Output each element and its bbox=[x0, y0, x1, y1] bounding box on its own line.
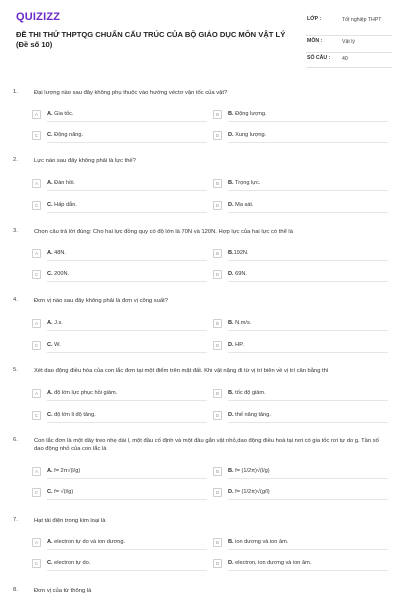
option-c[interactable] bbox=[32, 559, 202, 572]
option-letter-box: C bbox=[32, 270, 41, 279]
option-b[interactable] bbox=[213, 319, 383, 332]
answer-line bbox=[47, 281, 207, 282]
option-label: C. f= √(l/g) bbox=[47, 489, 74, 495]
option-letter-box: C bbox=[32, 201, 41, 210]
class-value: Tốt nghiệp THPT bbox=[342, 17, 382, 23]
option-label: D. electron, ion dương và ion âm. bbox=[228, 560, 312, 566]
option-label: A. độ lớn lực phục hồi giảm. bbox=[47, 390, 118, 396]
option-letter-box: C bbox=[32, 131, 41, 140]
question-count-label: SỐ CÂU : bbox=[307, 55, 331, 61]
option-b[interactable] bbox=[213, 249, 383, 262]
option-d[interactable] bbox=[213, 341, 383, 354]
answer-line bbox=[228, 260, 388, 261]
option-label: D. 69N. bbox=[228, 271, 247, 277]
option-a[interactable] bbox=[32, 249, 202, 262]
meta-row-count bbox=[306, 53, 392, 68]
option-b[interactable] bbox=[213, 538, 383, 551]
option-label: A. Gia tốc. bbox=[47, 111, 74, 117]
answer-line bbox=[228, 281, 388, 282]
question-number: 2. bbox=[13, 157, 18, 163]
worksheet-header bbox=[0, 0, 400, 82]
question-number: 4. bbox=[13, 297, 18, 303]
option-letter-box: D bbox=[213, 341, 222, 350]
option-c[interactable] bbox=[32, 488, 202, 501]
option-letter-box: A bbox=[32, 249, 41, 258]
option-c[interactable] bbox=[32, 270, 202, 283]
question-text: Xét dao động điều hòa của con lắc đơn tại một điểm trên mặt đất. Khi vật nặng đi từ vị trí biên về vị trí cân bằng thì bbox=[34, 368, 329, 374]
subject-value: Vật lý bbox=[342, 39, 355, 45]
option-b[interactable] bbox=[213, 110, 383, 123]
answer-line bbox=[228, 352, 388, 353]
quizizz-logo: QUIZIZZ bbox=[16, 11, 61, 23]
option-label: D. Ma sát. bbox=[228, 202, 254, 208]
subject-label: MÔN : bbox=[307, 38, 323, 44]
option-b[interactable] bbox=[213, 467, 383, 480]
question-number: 3. bbox=[13, 228, 18, 234]
answer-line bbox=[47, 478, 207, 479]
option-letter-box: D bbox=[213, 201, 222, 210]
option-letter-box: D bbox=[213, 411, 222, 420]
question-text: Lực nào sau đây không phải là lực thế? bbox=[34, 158, 136, 164]
option-letter-box: B bbox=[213, 179, 222, 188]
question-text: Hạt tải điện trong kim loại là bbox=[34, 518, 106, 524]
option-letter-box: C bbox=[32, 411, 41, 420]
option-label: D. thế năng tăng. bbox=[228, 412, 271, 418]
question-text: Con lắc đơn là một dây treo nhẹ dài l, một đầu cố định và một đầu gắn vật nhỏ,dao động điều hoà tại nơi có gia tốc rơi tự do g. Tần số dao động nhỏ của con lắc là bbox=[34, 438, 379, 453]
answer-line bbox=[47, 422, 207, 423]
option-letter-box: A bbox=[32, 110, 41, 119]
answer-line bbox=[47, 549, 207, 550]
option-label: A. 48N. bbox=[47, 250, 66, 256]
answer-line bbox=[228, 499, 388, 500]
answer-line bbox=[228, 549, 388, 550]
answer-line bbox=[228, 478, 388, 479]
option-label: B. Trọng lực. bbox=[228, 180, 261, 186]
option-letter-box: C bbox=[32, 488, 41, 497]
class-label: LỚP : bbox=[307, 16, 322, 22]
option-letter-box: A bbox=[32, 179, 41, 188]
option-c[interactable] bbox=[32, 341, 202, 354]
option-letter-box: B bbox=[213, 538, 222, 547]
meta-row-class bbox=[306, 14, 392, 36]
answer-line bbox=[228, 190, 388, 191]
option-letter-box: D bbox=[213, 559, 222, 568]
option-label: A. electron tự do và ion dương. bbox=[47, 539, 126, 545]
answer-line bbox=[47, 190, 207, 191]
option-label: C. Động năng. bbox=[47, 132, 84, 138]
question-count-value: 40 bbox=[342, 56, 348, 62]
answer-line bbox=[47, 570, 207, 571]
option-letter-box: B bbox=[213, 389, 222, 398]
option-label: B. N.m/s. bbox=[228, 320, 252, 326]
option-b[interactable] bbox=[213, 179, 383, 192]
option-letter-box: C bbox=[32, 341, 41, 350]
worksheet-meta bbox=[306, 14, 392, 68]
option-a[interactable] bbox=[32, 538, 202, 551]
option-a[interactable] bbox=[32, 110, 202, 123]
option-a[interactable] bbox=[32, 389, 202, 402]
question-text: Chọn câu trả lời đúng: Cho hai lực đồng quy có độ lớn là 70N và 120N. Hợp lực của hai lực có thể là bbox=[34, 229, 293, 235]
option-letter-box: D bbox=[213, 270, 222, 279]
option-label: B. ion dương và ion âm. bbox=[228, 539, 289, 545]
option-c[interactable] bbox=[32, 131, 202, 144]
option-c[interactable] bbox=[32, 201, 202, 214]
question-text: Đơn vị của từ thông là bbox=[34, 588, 92, 594]
page-title: ĐỀ THI THỬ THPTQG CHUẨN CẤU TRÚC CỦA BỘ GIÁO DỤC MÔN VẬT LÝ (Đề số 10) bbox=[16, 30, 286, 49]
answer-line bbox=[47, 499, 207, 500]
option-letter-box: D bbox=[213, 488, 222, 497]
option-letter-box: A bbox=[32, 389, 41, 398]
question-number: 5. bbox=[13, 367, 18, 373]
option-letter-box: C bbox=[32, 559, 41, 568]
option-d[interactable] bbox=[213, 201, 383, 214]
option-label: C. electron tự do. bbox=[47, 560, 91, 566]
option-label: A. Đàn hồi. bbox=[47, 180, 75, 186]
question-number: 7. bbox=[13, 517, 18, 523]
option-label: D. HP. bbox=[228, 342, 244, 348]
option-label: D. f= (1/2π)√(g/l) bbox=[228, 489, 270, 495]
option-label: B.192N. bbox=[228, 250, 249, 256]
option-a[interactable] bbox=[32, 179, 202, 192]
option-label: A. J.s. bbox=[47, 320, 63, 326]
answer-line bbox=[47, 352, 207, 353]
question-number: 8. bbox=[13, 587, 18, 593]
question-text: Đơn vị nào sau đây không phải là đơn vị công suất? bbox=[34, 298, 168, 304]
answer-line bbox=[228, 570, 388, 571]
option-c[interactable] bbox=[32, 411, 202, 424]
option-label: C. 200N. bbox=[47, 271, 70, 277]
option-letter-box: B bbox=[213, 110, 222, 119]
answer-line bbox=[228, 400, 388, 401]
option-d[interactable] bbox=[213, 488, 383, 501]
option-label: B. f= (1/2π)√(l/g) bbox=[228, 468, 270, 474]
question-text: Đại lượng nào sau đây không phụ thuộc vào hướng véctơ vận tốc của vật? bbox=[34, 90, 228, 96]
option-d[interactable] bbox=[213, 131, 383, 144]
answer-line bbox=[47, 400, 207, 401]
answer-line bbox=[228, 422, 388, 423]
answer-line bbox=[47, 260, 207, 261]
answer-line bbox=[47, 121, 207, 122]
option-d[interactable] bbox=[213, 411, 383, 424]
answer-line bbox=[47, 212, 207, 213]
option-letter-box: D bbox=[213, 131, 222, 140]
option-letter-box: A bbox=[32, 538, 41, 547]
option-label: C. Hấp dẫn. bbox=[47, 202, 77, 208]
option-b[interactable] bbox=[213, 389, 383, 402]
option-letter-box: B bbox=[213, 467, 222, 476]
question-number: 6. bbox=[13, 437, 18, 443]
answer-line bbox=[47, 330, 207, 331]
option-label: A. f= 2π√(l/g) bbox=[47, 468, 81, 474]
question-number: 1. bbox=[13, 89, 18, 95]
answer-line bbox=[228, 330, 388, 331]
answer-line bbox=[228, 121, 388, 122]
meta-row-subject bbox=[306, 36, 392, 53]
answer-line bbox=[47, 142, 207, 143]
option-label: B. tốc độ giảm. bbox=[228, 390, 266, 396]
option-label: C. độ lớn li độ tăng. bbox=[47, 412, 96, 418]
option-label: D. Xung lượng. bbox=[228, 132, 267, 138]
option-a[interactable] bbox=[32, 467, 202, 480]
option-a[interactable] bbox=[32, 319, 202, 332]
answer-line bbox=[228, 142, 388, 143]
option-letter-box: A bbox=[32, 319, 41, 328]
option-letter-box: B bbox=[213, 249, 222, 258]
option-d[interactable] bbox=[213, 270, 383, 283]
option-label: C. W. bbox=[47, 342, 61, 348]
option-label: B. Động lượng. bbox=[228, 111, 267, 117]
answer-line bbox=[228, 212, 388, 213]
option-letter-box: A bbox=[32, 467, 41, 476]
option-d[interactable] bbox=[213, 559, 383, 572]
option-letter-box: B bbox=[213, 319, 222, 328]
